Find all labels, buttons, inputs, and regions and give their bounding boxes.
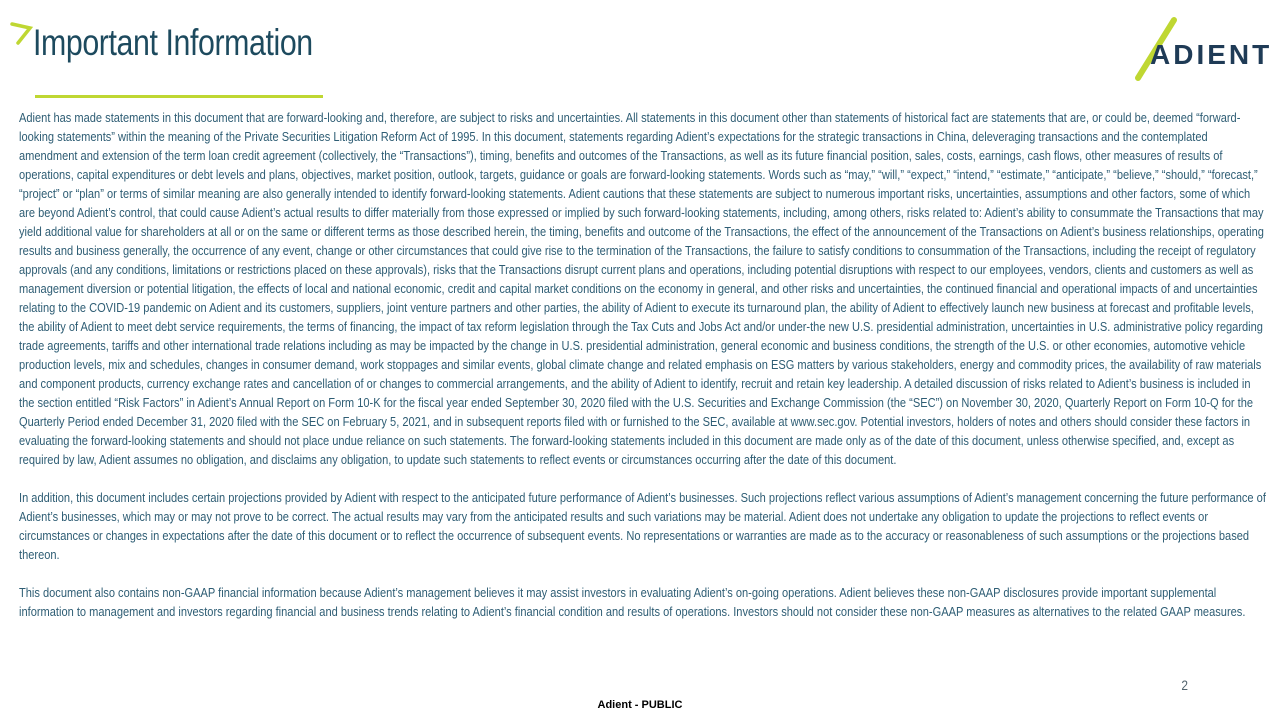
- page-title: Important Information: [33, 22, 313, 63]
- forward-looking-statements-paragraph: Adient has made statements in this document that are forward-looking and, therefore, are subject to risks and uncertainties. All statements in this document other than statements of historical fact are statements that are, or could be, deemed “forward- looking statements” within the meaning of the Private Securities Litigation Reform Act of 1995. In this document, statements regarding Adient’s expectations for the strategic transactions in China, deleveraging transactions and the contemplated amendment and extension of the term loan credit agreement (collectively, the “Transactions”), timing, benefits and outcomes of the Transactions, as well as its future financial position, sales, costs, earnings, cash flows, other measures of results of operations, capital expenditures or debt levels and plans, objectives, market position, outlook, targets, guidance or goals are forward-looking statements. Words such as “may,” “will,” “expect,” “intend,” “estimate,” “anticipate,” “believe,” “should,” “forecast,” “project” or “plan” or terms of similar meaning are also generally intended to identify forward-looking statements. Adient cautions that these statements are subject to numerous important risks, uncertainties, assumptions and other factors, some of which are beyond Adient’s control, that could cause Adient’s actual results to differ materially from those expressed or implied by such forward-looking statements, including, among others, risks related to: Adient’s ability to consummate the Transactions that may yield additional value for shareholders at all or on the same or different terms as those described herein, the timing, benefits and outcome of the Transactions, the effect of the announcement of the Transactions on Adient’s business relationships, operating results and business generally, the occurrence of any event, change or other circumstances that could give rise to the termination of the Transactions, the failure to satisfy conditions to consummation of the Transactions, including the receipt of regulatory approvals (and any conditions, limitations or restrictions placed on these approvals), risks that the Transactions disrupt current plans and operations, including potential disruptions with respect to our employees, vendors, clients and customers as well as management diversion or potential litigation, the effects of local and national economic, credit and capital market conditions on the economy in general, and other risks and uncertainties, the continued financial and operational impacts of and uncertainties relating to the COVID-19 pandemic on Adient and its customers, suppliers, joint venture partners and other parties, the ability of Adient to execute its turnaround plan, the ability of Adient to effectively launch new business at forecast and profitable levels, the ability of Adient to meet debt service requirements, the terms of financing, the impact of tax reform legislation through the Tax Cuts and Jobs Act and/or under-the new U.S. presidential administration, uncertainties in U.S. administrative policy regarding trade agreements, tariffs and other international trade relations including as may be impacted by the change in U.S. presidential administration, general economic and business conditions, the strength of the U.S. or other economies, automotive vehicle production levels, mix and schedules, changes in consumer demand, work stoppages and similar events, global climate change and related emphasis on ESG matters by various stakeholders, energy and commodity prices, the availability of raw materials and component products, currency exchange rates and cancellation of or changes to commercial arrangements, and the ability of Adient to identify, recruit and retain key leadership. A detailed discussion of risks related to Adient’s business is included in the section entitled “Risk Factors” in Adient’s Annual Report on Form 10-K for the fiscal year ended September 30, 2020 filed with the U.S. Securities and Exchange Commission (the “SEC”) on November 30, 2020, Quarterly Report on Form 10-Q for the Quarterly Period ended December 31, 2020 filed with the SEC on February 5, 2021, and in subsequent reports filed with or furnished to the SEC, available at www.sec.gov. Potential investors, holders of notes and others should consider these factors in evaluating the forward-looking statements and should not place undue reliance on such statements. The forward-looking statements included in this document are made only as of the date of this document, unless otherwise specified, and, except as required by law, Adient assumes no obligation, and disclaims any obligation, to update such statements to reflect events or circumstances occurring after the date of this document.: [19, 111, 1264, 467]
- non-gaap-paragraph: This document also contains non-GAAP financial information because Adient’s management believes it may assist investors in evaluating Adient’s on-going operations. Adient believes these non-GAAP disclosures provide important supplemental information to management and investors regarding financial and business trends relating to Adient’s financial condition and results of operations. Investors should not consider these non-GAAP measures as alternatives to the related GAAP measures.: [19, 586, 1246, 619]
- footer-classification-label: Adient - PUBLIC: [597, 699, 683, 711]
- chevron-accent-icon: [9, 20, 35, 46]
- disclaimer-body: [19, 109, 1267, 641]
- adient-logo: [1128, 12, 1273, 88]
- projections-paragraph: In addition, this document includes certain projections provided by Adient with respect to the anticipated future performance of Adient’s businesses. Such projections reflect various assumptions of Adient’s management concerning the future performance of Adient’s businesses, which may or may not prove to be correct. The actual results may vary from the anticipated results and such variations may be material. Adient does not undertake any obligation to update the projections to reflect events or circumstances or changes in expectations after the date of this document or to reflect the occurrence of subsequent events. No representations or warranties are made as to the accuracy or reasonableness of such assumptions or the projections based thereon.: [19, 491, 1266, 562]
- title-underline: [35, 95, 323, 98]
- adient-logo-text: ADIENT: [1150, 39, 1273, 70]
- page-number: 2: [1181, 677, 1188, 693]
